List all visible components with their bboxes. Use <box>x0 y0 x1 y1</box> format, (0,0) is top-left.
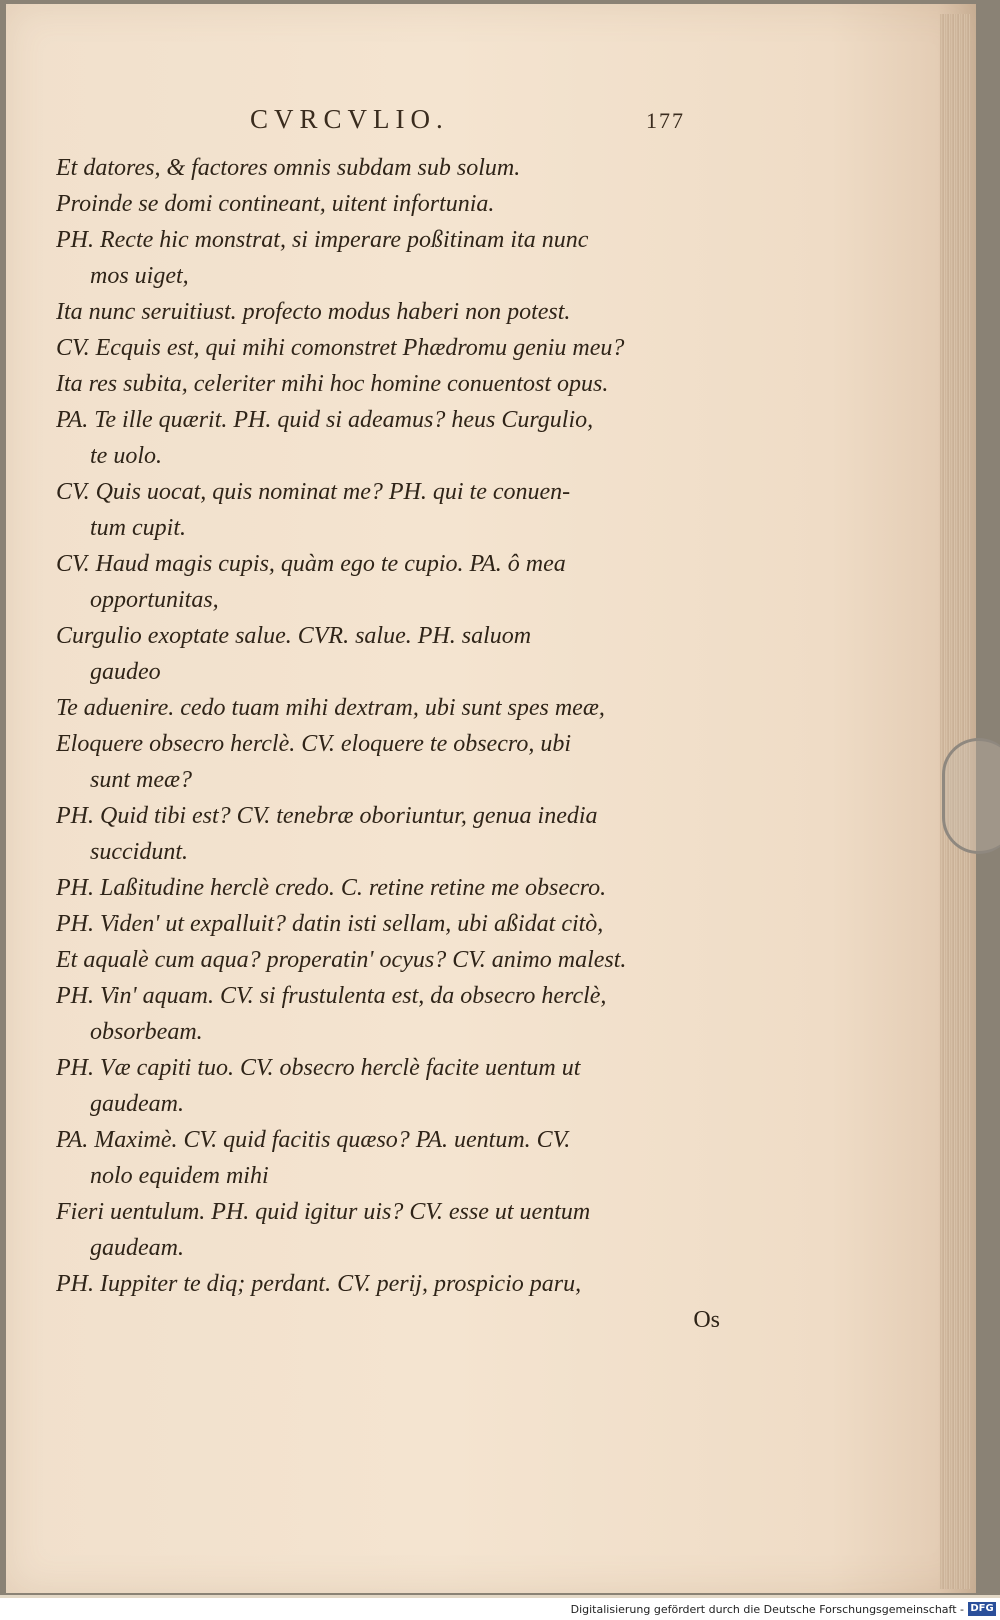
text-line: Et aqualè cum aqua? properatin' ocyus? CV. animo malest. <box>56 947 627 973</box>
text-line: te uolo. <box>90 443 162 469</box>
text-line: gaudeam. <box>90 1091 184 1117</box>
text-line: gaudeo <box>90 659 161 685</box>
text-line: tum cupit. <box>90 515 186 541</box>
text-block <box>56 150 726 1338</box>
text-line: obsorbeam. <box>90 1019 203 1045</box>
text-line: mos uiget, <box>90 263 189 289</box>
dfg-logo: DFG <box>968 1602 996 1616</box>
text-line: Curgulio exoptate salue. CVR. salue. PH. saluom <box>56 623 532 649</box>
text-line: PH. Laßitudine herclè credo. C. retine retine me obsecro. <box>56 875 607 901</box>
text-line: PA. Maximè. CV. quid facitis quæso? PA. uentum. CV. <box>56 1127 571 1153</box>
text-line: opportunitas, <box>90 587 219 613</box>
text-line: Et datores, & factores omnis subdam sub solum. <box>56 155 521 181</box>
footer-credit: Digitalisierung gefördert durch die Deutsche Forschungsgemeinschaft - <box>570 1603 964 1616</box>
text-line: gaudeam. <box>90 1235 184 1261</box>
text-line: PA. Te ille quærit. PH. quid si adeamus? heus Curgulio, <box>56 407 594 433</box>
text-line: succidunt. <box>90 839 188 865</box>
text-line: PH. Recte hic monstrat, si imperare poßitinam ita nunc <box>56 227 589 253</box>
footer-bar <box>0 1598 1000 1620</box>
text-line: Ita nunc seruitiust. profecto modus haberi non potest. <box>56 299 571 325</box>
text-line: Te aduenire. cedo tuam mihi dextram, ubi sunt spes meæ, <box>56 695 605 721</box>
text-line: PH. Viden' ut expalluit? datin isti sellam, ubi aßidat citò, <box>56 911 604 937</box>
text-line: CV. Haud magis cupis, quàm ego te cupio. PA. ô mea <box>56 551 566 577</box>
text-line: Fieri uentulum. PH. quid igitur uis? CV. esse ut uentum <box>56 1199 591 1225</box>
text-line: PH. Væ capiti tuo. CV. obsecro herclè facite uentum ut <box>56 1055 581 1081</box>
text-line: sunt meæ? <box>90 767 192 793</box>
text-line: PH. Quid tibi est? CV. tenebræ oboriuntur, genua inedia <box>56 803 598 829</box>
catchword: Os <box>693 1307 720 1333</box>
book-clasp <box>942 738 1000 854</box>
text-line: Ita res subita, celeriter mihi hoc homine conuentost opus. <box>56 371 609 397</box>
folio-number: 177 <box>646 108 685 133</box>
text-line: nolo equidem mihi <box>90 1163 269 1189</box>
text-line: Eloquere obsecro herclè. CV. eloquere te obsecro, ubi <box>56 731 571 757</box>
text-line: Proinde se domi contineant, uitent infortunia. <box>56 191 495 217</box>
text-line: CV. Ecquis est, qui mihi comonstret Phædromu geniu meu? <box>56 335 625 361</box>
text-line: PH. Iuppiter te diq; perdant. CV. perij, prospicio paru, <box>56 1271 582 1297</box>
running-head: CVRCVLIO. <box>250 104 449 134</box>
text-line: PH. Vin' aquam. CV. si frustulenta est, da obsecro herclè, <box>56 983 607 1009</box>
text-line: CV. Quis uocat, quis nominat me? PH. qui te conuen- <box>56 479 571 505</box>
